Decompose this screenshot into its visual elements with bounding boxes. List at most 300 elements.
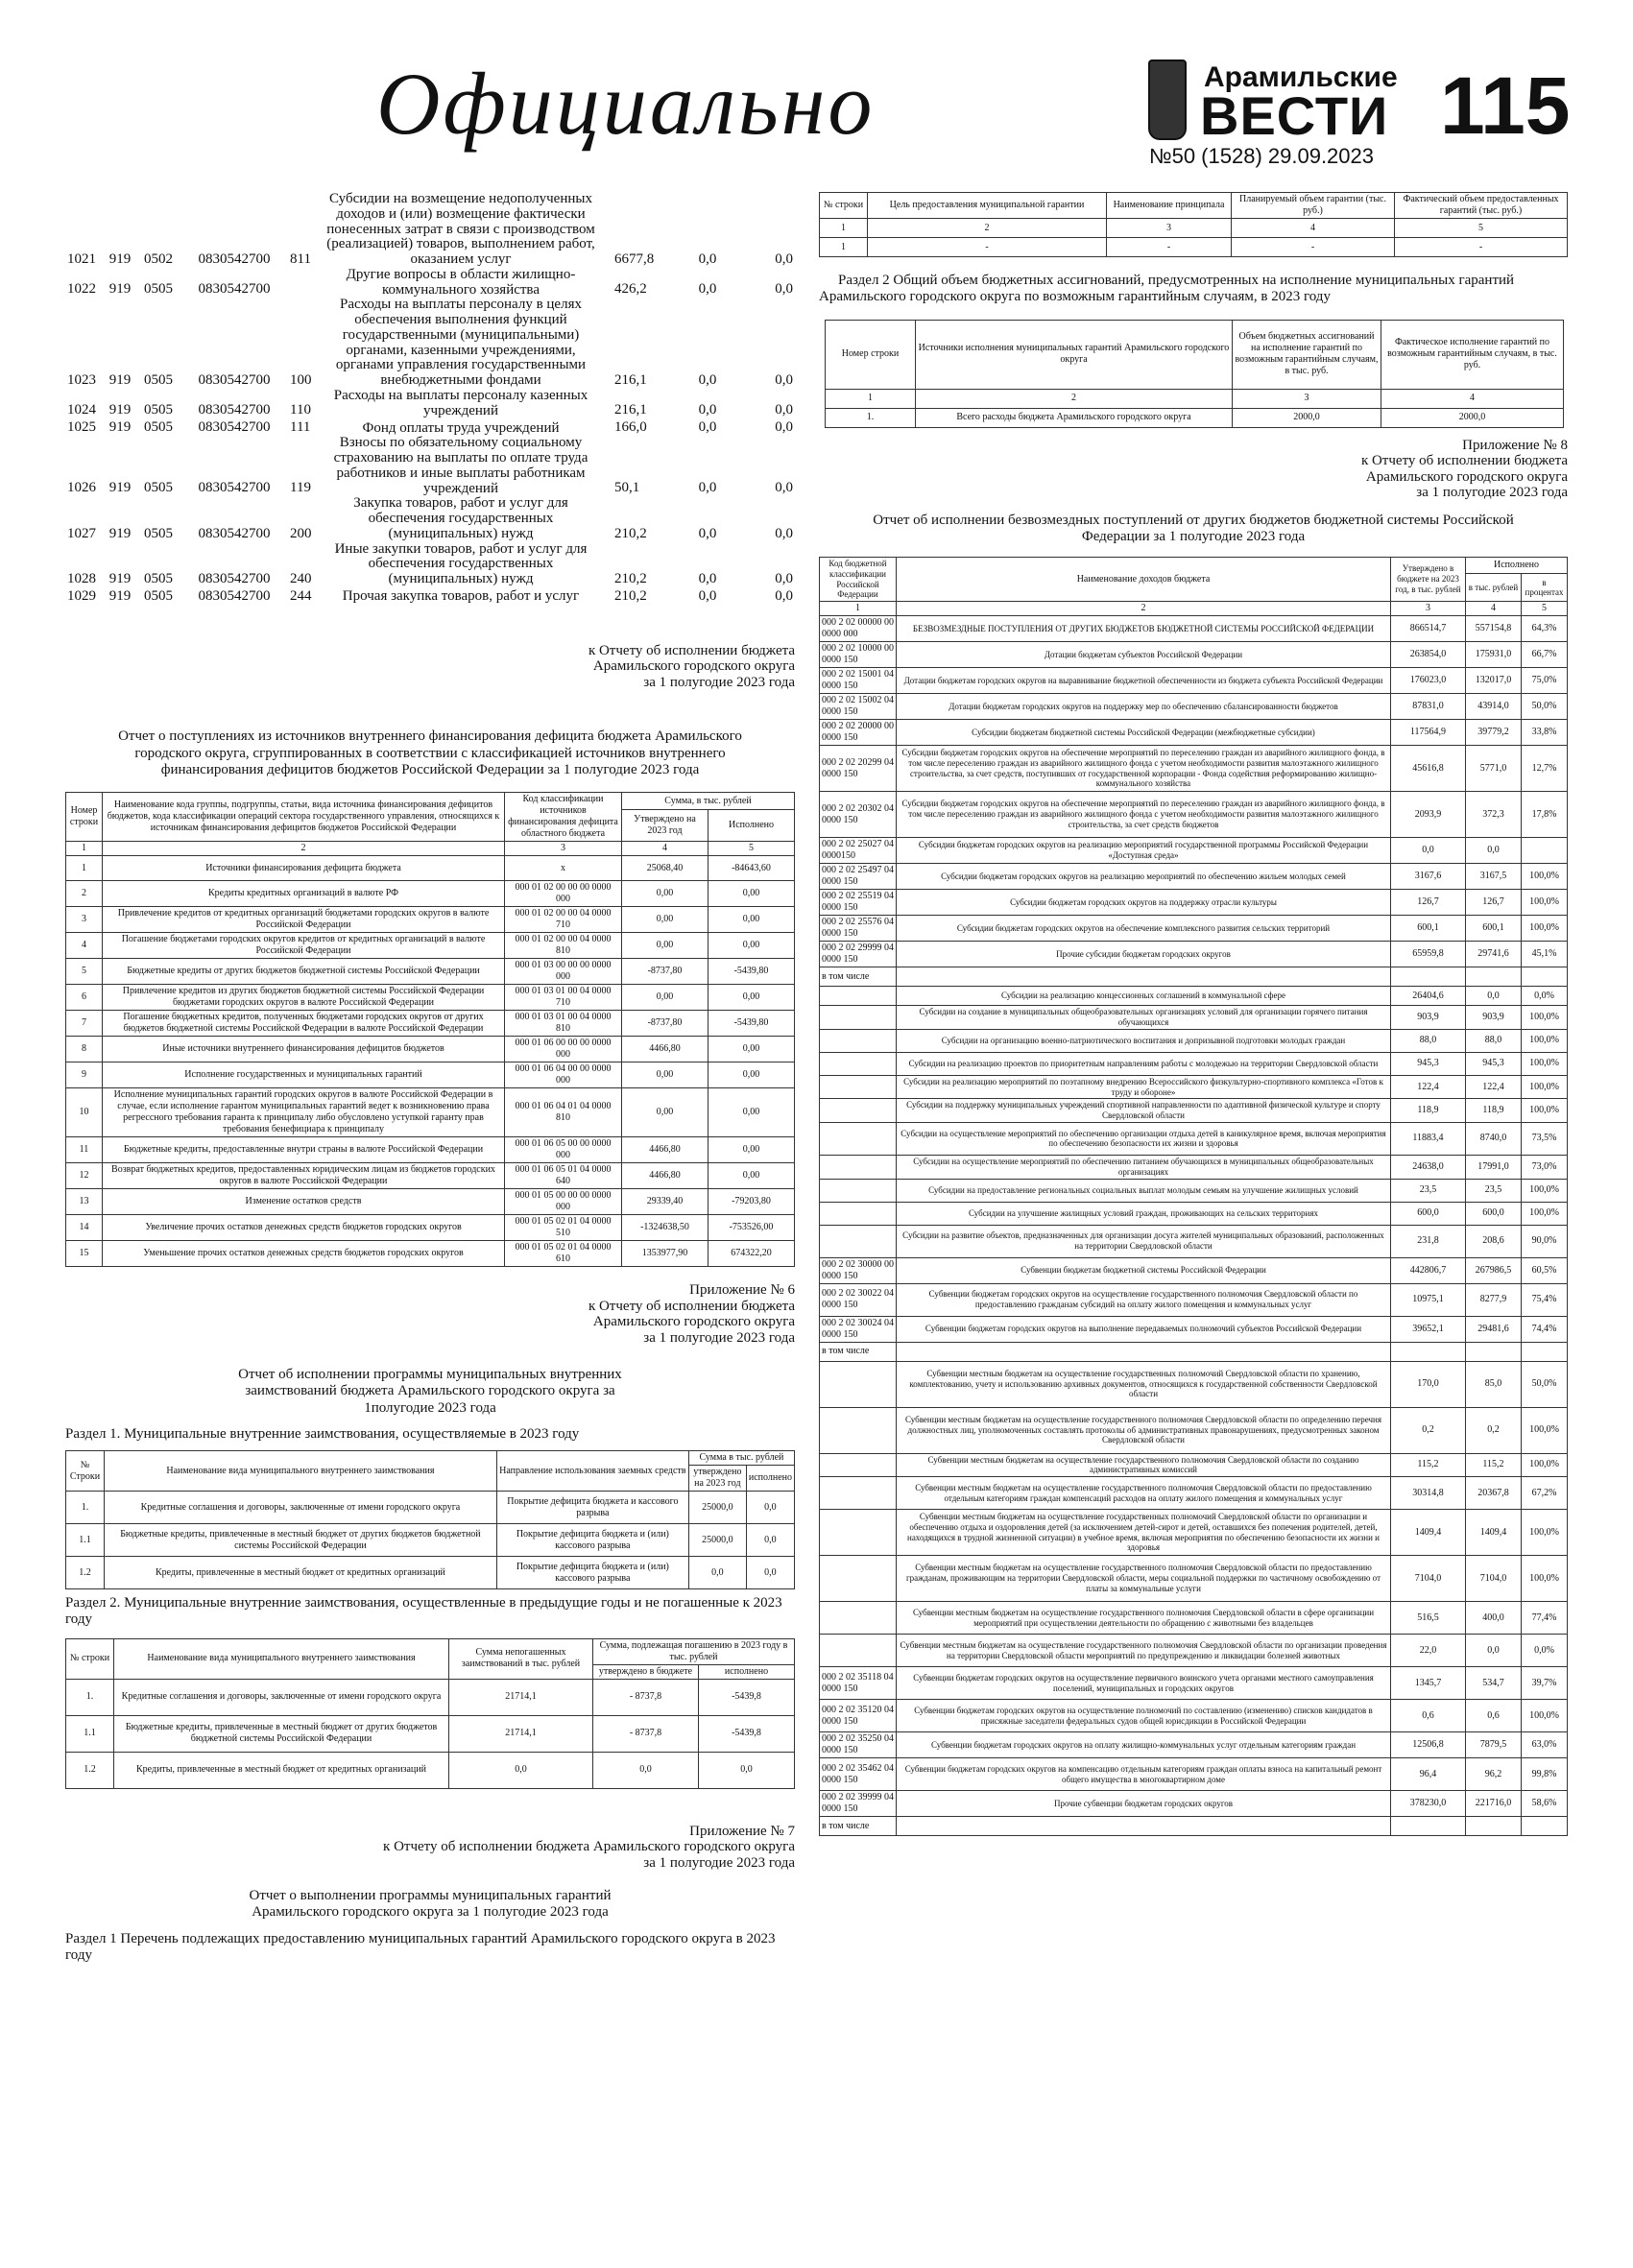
source-name: Возврат бюджетных кредитов, предоставленных юридическим лицам из бюджетов городских округов в валюте Российской Федерации xyxy=(103,1163,505,1189)
annex7-reference: Приложение № 7 к Отчету об исполнении бюджета Арамильского городского округа за 1 полугодие 2023 года xyxy=(383,1823,795,1871)
value-1: 210,2 xyxy=(614,525,647,541)
executed-amount: -79203,80 xyxy=(708,1189,795,1215)
executed-percent: 17,8% xyxy=(1522,792,1568,838)
executed-amount: 96,2 xyxy=(1466,1758,1522,1791)
approved-amount: 12506,8 xyxy=(1391,1732,1466,1758)
approved-amount: 2093,9 xyxy=(1391,792,1466,838)
deficit-sources-table: Номер строки Наименование кода группы, подгруппы, статьи, вида источника финансирования дефицитов бюджетов, кода классификации операций сектора государственного управления, относящихся к источникам финансирования дефицитов бюджетов Российской Федерации Код классификации источников финансирования дефицита областного бюджета Сумма, в тыс. рублей Утверждено на 2023 год Исполнено 1 2 3 4 5 1 Источники финансирования дефицита бюджета x 25068,40 -84643,60 2 Кредиты кредитных организаций в валюте РФ 000 01 02 00 00 00 0000 000 0,00 0,00 3 Привлечение кредитов от кредитных организаций бюджетами городских округов в валюте Российской Федерации 000 01 02 00 00 04 0000 710 0,00 0,00 4 Погашение бюджетами городских округов кредитов от кредитных организаций в валюте Российской Федерации 000 01 02 00 00 04 0000 810 0,00 0,00 5 Бюджетные кредиты от других бюджетов бюджетной системы Российской Федерации 000 01 03 00 00 00 0000 000 -8737,80 -5439,80 6 Привлечение кредитов из других бюджетов бюджетной системы Российской Федерации бюджетами городских округов в валюте Российской Федерации 000 01 03 01 00 04 0000 710 0,00 0,00 7 Погашение бюджетных кредитов, полученных бюджетами городских округов от других бюджетов бюджетной системы Российской Федерации в валюте Российской Федерации 000 01 03 01 00 04 0000 810 -8737,80 -5439,80 8 Иные источники внутреннего финансирования дефицитов бюджетов 000 01 06 00 00 00 0000 000 4466,80 0,00 9 Исполнение государственных и муниципальных гарантий 000 01 06 04 00 00 0000 000 0,00 0,00 10 Исполнение муниципальных гарантий городских округов в валюте Российской Федерации в случае, если исполнение гарантом муниципальных гарантий ведет к возникновению права регрессного требования гаранта к принципалу либо обусловлено уступкой гаранту прав требования бенефициара к принципалу 000 01 06 04 01 04 0000 810 0,00 0,00 11 Бюджетные кредиты, предоставленные внутри страны в валюте Российской Федерации 000 01 06 05 00 00 0000 000 4466,80 0,00 12 Возврат бюджетных кредитов, предоставленных юридическим лицам из бюджетов городских округов в валюте Российской Федерации 000 01 06 05 01 04 0000 640 4466,80 0,00 13 Изменение остатков средств 000 01 05 00 00 00 0000 000 29339,40 -79203,80 14 Увеличение прочих остатков денежных средств бюджетов городских округов 000 01 05 02 01 04 0000 510 -1324638,50 -753526,00 15 Уменьшение прочих остатков денежных средств бюджетов городских округов 000 01 05 02 01 04 0000 610 1353977,90 674322,20 xyxy=(65,792,795,1267)
approved-amount: 516,5 xyxy=(1391,1602,1466,1635)
executed-percent: 63,0% xyxy=(1522,1732,1568,1758)
budget-code: 000 2 02 25576 04 0000 150 xyxy=(820,916,897,942)
expense-name: Расходы на выплаты персоналу в целях обеспечения выполнения функций государственными (муниципальными) органами, казенными учреждениями, органами управления государственными внебюджетными фондами xyxy=(335,297,587,388)
executed-amount: 132017,0 xyxy=(1466,668,1522,694)
borrowings-2023-table: № Строки Наименование вида муниципального внутреннего заимствования Направление использования заемных средств Сумма в тыс. рублей утверждено на 2023 год исполнено 1. Кредитные соглашения и договоры, заключенные от имени городского округа Покрытие дефицита бюджета и кассового разрыва 25000,0 0,0 1.1 Бюджетные кредиты, привлеченные в местный бюджет от других бюджетов бюджетной системы Российской Федерации Покрытие дефицита бюджета и (или) кассового разрыва 25000,0 0,0 1.2 Кредиты, привлеченные в местный бюджет от кредитных организаций Покрытие дефицита бюджета и (или) кассового разрыва 0,0 0,0 xyxy=(65,1450,795,1589)
code-b: 0505 xyxy=(144,525,173,541)
table-row xyxy=(66,1492,795,1524)
classification-code: 000 01 05 02 01 04 0000 610 xyxy=(505,1241,622,1267)
approved-amount: -8737,80 xyxy=(622,959,708,985)
annex8-reference: Приложение № 8 к Отчету об исполнении бюджета Арамильского городского округа за 1 полугодие 2023 года xyxy=(1360,437,1568,500)
annex7-section2: Раздел 2 Общий объем бюджетных ассигнований, предусмотренных на исполнение муниципальных гарантий Арамильского городского округа по возможным гарантийным случаям, в 2023 году xyxy=(819,273,1515,305)
executed-amount: 17991,0 xyxy=(1466,1155,1522,1179)
source-name: Иные источники внутреннего финансирования дефицитов бюджетов xyxy=(103,1037,505,1062)
approved-amount: 0,0 xyxy=(688,1557,746,1589)
code-a: 919 xyxy=(108,587,132,604)
executed-amount: 0,0 xyxy=(746,1492,794,1524)
executed-percent: 39,7% xyxy=(1522,1667,1568,1700)
executed-amount: 0,00 xyxy=(708,1088,795,1137)
budget-code xyxy=(820,1602,897,1635)
outstanding-amount: 21714,1 xyxy=(449,1715,593,1752)
table-row xyxy=(65,436,795,496)
budget-code: 000 2 02 30022 04 0000 150 xyxy=(820,1283,897,1316)
budget-code: 000 2 02 35120 04 0000 150 xyxy=(820,1700,897,1732)
approved-amount: - 8737,8 xyxy=(593,1715,699,1752)
income-name: Субсидии на реализацию проектов по приоритетным направлениям работы с молодежью на территории Свердловской области xyxy=(897,1052,1391,1075)
table-row xyxy=(820,1453,1568,1477)
column-number: 2 xyxy=(897,602,1391,616)
income-name: Прочие субсидии бюджетам городских округов xyxy=(897,942,1391,967)
income-name: Субвенции бюджетам городских округов на компенсацию отдельным категориям граждан оплаты взноса на капитальный ремонт общего имущества в многоквартирном доме xyxy=(897,1758,1391,1791)
executed-amount: -5439,80 xyxy=(708,959,795,985)
column-number: 1 xyxy=(66,842,103,856)
approved-amount: 115,2 xyxy=(1391,1453,1466,1477)
approved-amount: 866514,7 xyxy=(1391,616,1466,642)
brand-name-big: ВЕСТИ xyxy=(1200,85,1389,146)
income-name: Прочие субвенции бюджетам городских округов xyxy=(897,1791,1391,1817)
approved-amount: 0,00 xyxy=(622,907,708,933)
approved-amount: 22,0 xyxy=(1391,1635,1466,1667)
executed-percent: 73,0% xyxy=(1522,1155,1568,1179)
table-row xyxy=(66,1011,795,1037)
approved-amount: 10975,1 xyxy=(1391,1283,1466,1316)
left-column xyxy=(65,192,795,1964)
executed-percent: 50,0% xyxy=(1522,1361,1568,1407)
column-number: 3 xyxy=(1233,389,1381,408)
table-row xyxy=(66,1715,795,1752)
cell: 1 xyxy=(820,238,868,257)
approved-amount: 263854,0 xyxy=(1391,642,1466,668)
classification-code: 000 01 06 04 00 00 0000 000 xyxy=(505,1062,622,1088)
code-b: 0502 xyxy=(144,251,173,267)
executed-percent: 66,7% xyxy=(1522,642,1568,668)
value-2: 0,0 xyxy=(698,371,717,388)
income-name: Субсидии на организацию военно-патриотического воспитания и допризывной подготовки молодых граждан xyxy=(897,1029,1391,1052)
income-name: Субвенции бюджетам городских округов на осуществление полномочий по составлению (изменению) списков кандидатов в присяжные заседатели федеральных судов общей юрисдикции в Российской Федерации xyxy=(897,1700,1391,1732)
issue-info: №50 (1528) 29.09.2023 xyxy=(1149,144,1374,168)
income-name: Субсидии бюджетам городских округов на поддержку отрасли культуры xyxy=(897,890,1391,916)
value-3: 0,0 xyxy=(775,281,793,298)
approved-amount: 4466,80 xyxy=(622,1137,708,1163)
column-number: 5 xyxy=(708,842,795,856)
column-number: 4 xyxy=(622,842,708,856)
executed-amount: 43914,0 xyxy=(1466,694,1522,720)
executed-amount: 0,6 xyxy=(1466,1700,1522,1732)
cell: 2000,0 xyxy=(1381,408,1564,427)
expense-name: Субсидии на возмещение недополученных доходов и (или) возмещение фактически понесенных затрат в связи с производством (реализацией) товаров, выполнением работ, оказанием услуг xyxy=(326,191,595,267)
executed-percent: 100,0% xyxy=(1522,1202,1568,1225)
executed-percent: 0,0% xyxy=(1522,987,1568,1006)
executed-percent: 100,0% xyxy=(1522,864,1568,890)
code-d: 100 xyxy=(290,371,312,388)
row-number: 1029 xyxy=(67,587,96,604)
executed-amount: 3167,5 xyxy=(1466,864,1522,890)
table-row xyxy=(66,881,795,907)
row-number: 10 xyxy=(66,1088,103,1137)
table-row xyxy=(66,1679,795,1715)
income-name: Субвенции бюджетам городских округов на осуществление первичного воинского учета органами местного самоуправления поселений, муниципальных и городских округов xyxy=(897,1667,1391,1700)
use-direction: Покрытие дефицита бюджета и (или) кассового разрыва xyxy=(496,1524,688,1557)
budget-code: 000 2 02 35462 04 0000 150 xyxy=(820,1758,897,1791)
budget-code xyxy=(820,1202,897,1225)
value-1: 6677,8 xyxy=(614,251,655,267)
column-number: 3 xyxy=(1391,602,1466,616)
approved-amount: 23,5 xyxy=(1391,1179,1466,1202)
executed-percent: 100,0% xyxy=(1522,1029,1568,1052)
budget-code: 000 2 02 35118 04 0000 150 xyxy=(820,1667,897,1700)
table-row xyxy=(820,668,1568,694)
column-number: 5 xyxy=(1522,602,1568,616)
borrowings-previous-table: № строки Наименование вида муниципального внутреннего заимствования Сумма непогашенных заимствований в тыс. рублей Сумма, подлежащая погашению в 2023 году в тыс. рублей утверждено в бюджете исполнено 1. Кредитные соглашения и договоры, заключенные от имени городского округа 21714,1 - 8737,8 -5439,8 1.1 Бюджетные кредиты, привлеченные в местный бюджет от других бюджетов бюджетной системы Российской Федерации 21714,1 - 8737,8 -5439,8 1.2 Кредиты, привлеченные в местный бюджет от кредитных организаций 0,0 0,0 0,0 xyxy=(65,1638,795,1789)
table-row xyxy=(820,1283,1568,1316)
value-3: 0,0 xyxy=(775,570,793,586)
executed-amount: 8277,9 xyxy=(1466,1283,1522,1316)
income-name: Субвенции местным бюджетам на осуществление государственного полномочия Свердловской области по определению перечня должностных лиц, уполномоченных составлять протоколы об административных правонарушениях, предусмотренных законом Свердловской области xyxy=(897,1407,1391,1453)
expense-name: Закупка товаров, работ и услуг для обеспечения государственных (муниципальных) нужд xyxy=(353,495,568,541)
code-a: 919 xyxy=(108,402,132,418)
column-number: 1 xyxy=(820,602,897,616)
value-3: 0,0 xyxy=(775,251,793,267)
budget-code: 000 2 02 35250 04 0000 150 xyxy=(820,1732,897,1758)
approved-amount: 0,00 xyxy=(622,1088,708,1137)
table-row xyxy=(820,642,1568,668)
row-number: 1024 xyxy=(67,402,96,418)
source-name: Кредиты кредитных организаций в валюте РФ xyxy=(103,881,505,907)
executed-amount: 674322,20 xyxy=(708,1241,795,1267)
executed-percent: 90,0% xyxy=(1522,1225,1568,1257)
expense-name: Расходы на выплаты персоналу казенных учреждений xyxy=(333,387,588,418)
table-row xyxy=(820,890,1568,916)
budget-code xyxy=(820,1635,897,1667)
approved-amount: 0,2 xyxy=(1391,1407,1466,1453)
column-number: 4 xyxy=(1232,219,1395,238)
table-row xyxy=(820,1099,1568,1123)
executed-percent: 75,0% xyxy=(1522,668,1568,694)
executed-percent xyxy=(1522,967,1568,987)
row-number: 3 xyxy=(66,907,103,933)
table-row xyxy=(820,238,1568,257)
budget-code: 000 2 02 20299 04 0000 150 xyxy=(820,746,897,792)
guarantees-list-table: № строки Цель предоставления муниципальной гарантии Наименование принципала Планируемый объем гарантии (тыс. руб.) Фактический объем предоставленных гарантий (тыс. руб.) 1 2 3 4 5 1 - - - - xyxy=(819,192,1568,257)
table-row xyxy=(820,1635,1568,1667)
code-b: 0505 xyxy=(144,480,173,496)
table-row xyxy=(820,1029,1568,1052)
source-name: Бюджетные кредиты, предоставленные внутри страны в валюте Российской Федерации xyxy=(103,1137,505,1163)
row-number: 1022 xyxy=(67,281,96,298)
code-d: 811 xyxy=(290,251,311,267)
approved-amount: 231,8 xyxy=(1391,1225,1466,1257)
budget-code xyxy=(820,1075,897,1099)
budget-code xyxy=(820,1029,897,1052)
classification-code: 000 01 06 05 01 04 0000 640 xyxy=(505,1163,622,1189)
column-numbers-row xyxy=(66,842,795,856)
value-2: 0,0 xyxy=(698,419,717,436)
value-1: 166,0 xyxy=(614,419,647,436)
executed-percent: 77,4% xyxy=(1522,1602,1568,1635)
executed-percent: 100,0% xyxy=(1522,1510,1568,1556)
table-row xyxy=(65,496,795,541)
approved-amount: -8737,80 xyxy=(622,1011,708,1037)
row-number: 1021 xyxy=(67,251,96,267)
budget-code: 000 2 02 30000 00 0000 150 xyxy=(820,1257,897,1283)
approved-amount: 4466,80 xyxy=(622,1163,708,1189)
executed-amount: 0,0 xyxy=(1466,838,1522,864)
approved-amount: 7104,0 xyxy=(1391,1556,1466,1602)
income-name: Субсидии на реализацию концессионных соглашений в коммунальной сфере xyxy=(897,987,1391,1006)
executed-amount: 7104,0 xyxy=(1466,1556,1522,1602)
income-name: Субсидии на улучшение жилищных условий граждан, проживающих на сельских территориях xyxy=(897,1202,1391,1225)
column-number: 2 xyxy=(868,219,1107,238)
code-b: 0505 xyxy=(144,402,173,418)
table-row xyxy=(820,694,1568,720)
executed-amount: -5439,8 xyxy=(699,1679,795,1715)
row-number: 1028 xyxy=(67,570,96,586)
row-number: 9 xyxy=(66,1062,103,1088)
table-row xyxy=(820,1361,1568,1407)
code-d: 244 xyxy=(290,587,312,604)
row-number: 1.2 xyxy=(66,1557,105,1589)
table-row xyxy=(820,1732,1568,1758)
executed-amount: 8740,0 xyxy=(1466,1122,1522,1155)
approved-amount: 0,00 xyxy=(622,881,708,907)
executed-amount: 0,00 xyxy=(708,907,795,933)
source-name: Изменение остатков средств xyxy=(103,1189,505,1215)
cell: 2000,0 xyxy=(1233,408,1381,427)
approved-amount xyxy=(1391,1817,1466,1836)
income-name: Субсидии бюджетам городских округов на обеспечение мероприятий по переселению граждан из аварийного жилищного фонда, в том числе переселению граждан из аварийного жилищного фонда с учетом необходимости развития малоэтажного жилищного строительства, за счет средств, поступивших от государственной корпорации - Фонда содействия реформированию жилищно-коммунального хозяйства xyxy=(897,746,1391,792)
value-3: 0,0 xyxy=(775,402,793,418)
row-number: 2 xyxy=(66,881,103,907)
annex6-section1: Раздел 1. Муниципальные внутренние заимствования, осуществляемые в 2023 году xyxy=(65,1425,580,1442)
table-row xyxy=(820,1817,1568,1836)
code-a: 919 xyxy=(108,480,132,496)
approved-amount: 65959,8 xyxy=(1391,942,1466,967)
table-row xyxy=(66,1163,795,1189)
row-number: 11 xyxy=(66,1137,103,1163)
income-name: Субвенции местным бюджетам на осуществление государственных полномочий Свердловской области по организации и обеспечению отдыха и оздоровления детей (за исключением детей-сирот и детей, оставшихся без попечения родителей, детей, находящихся в трудной жизненной ситуации) в учебное время, включая мероприятия по обеспечению безопасности их жизни и здоровья xyxy=(897,1510,1391,1556)
executed-percent: 100,0% xyxy=(1522,916,1568,942)
approved-amount: 25000,0 xyxy=(688,1492,746,1524)
income-name: Субвенции местным бюджетам на осуществление государственного полномочия Свердловской области по предоставлению отдельным категориям граждан компенсаций расходов на оплату жилого помещения и коммунальных услуг xyxy=(897,1477,1391,1510)
executed-amount: -753526,00 xyxy=(708,1215,795,1241)
column-number: 1 xyxy=(820,219,868,238)
table-row xyxy=(65,268,795,298)
budget-code: в том числе xyxy=(820,1817,897,1836)
table-row xyxy=(66,856,795,881)
table-row xyxy=(820,1155,1568,1179)
executed-amount: 7879,5 xyxy=(1466,1732,1522,1758)
executed-amount: 118,9 xyxy=(1466,1099,1522,1123)
executed-amount: 600,0 xyxy=(1466,1202,1522,1225)
code-a: 919 xyxy=(108,570,132,586)
table-row xyxy=(65,192,795,268)
executed-percent: 100,0% xyxy=(1522,1407,1568,1453)
income-name: Дотации бюджетам субъектов Российской Федерации xyxy=(897,642,1391,668)
income-name: Субсидии на осуществление мероприятий по обеспечению питанием обучающихся в муниципальных общеобразовательных организациях xyxy=(897,1155,1391,1179)
cell: 1. xyxy=(826,408,916,427)
approved-amount: - 8737,8 xyxy=(593,1679,699,1715)
table-row xyxy=(65,389,795,419)
budget-code: 000 2 02 20302 04 0000 150 xyxy=(820,792,897,838)
executed-percent: 33,8% xyxy=(1522,720,1568,746)
budget-code: 000 2 02 30024 04 0000 150 xyxy=(820,1316,897,1342)
code-b: 0505 xyxy=(144,570,173,586)
income-name: Субсидии на поддержку муниципальных учреждений спортивной направленности по адаптивной физической культуре и спорту Свердловской области xyxy=(897,1099,1391,1123)
executed-amount: 600,1 xyxy=(1466,916,1522,942)
income-name: Субвенции бюджетам бюджетной системы Российской Федерации xyxy=(897,1257,1391,1283)
code-c: 0830542700 xyxy=(198,402,271,418)
annex5-reference: к Отчету об исполнении бюджета Арамильского городского округа за 1 полугодие 2023 года xyxy=(588,642,795,690)
classification-code: 000 01 06 00 00 00 0000 000 xyxy=(505,1037,622,1062)
approved-amount: 0,00 xyxy=(622,933,708,959)
expense-name: Взносы по обязательному социальному страхованию на выплаты по оплате труда работников и иные выплаты работникам учреждений xyxy=(333,435,588,496)
value-1: 216,1 xyxy=(614,371,647,388)
row-number: 1.1 xyxy=(66,1524,105,1557)
table-row xyxy=(66,907,795,933)
executed-amount xyxy=(1466,967,1522,987)
code-c: 0830542700 xyxy=(198,281,271,298)
executed-amount: 29481,6 xyxy=(1466,1316,1522,1342)
borrowing-name: Бюджетные кредиты, привлеченные в местный бюджет от других бюджетов бюджетной системы Российской Федерации xyxy=(114,1715,449,1752)
table-row xyxy=(820,1758,1568,1791)
approved-amount: 1353977,90 xyxy=(622,1241,708,1267)
expense-name: Другие вопросы в области жилищно-коммунального хозяйства xyxy=(346,266,576,298)
executed-percent: 99,8% xyxy=(1522,1758,1568,1791)
executed-amount: 400,0 xyxy=(1466,1602,1522,1635)
approved-amount: 122,4 xyxy=(1391,1075,1466,1099)
brand-name-small: Арамильские xyxy=(1204,61,1398,93)
source-name: Исполнение муниципальных гарантий городских округов в валюте Российской Федерации в случае, если исполнение гарантом муниципальных гарантий ведет к возникновению права регрессного требования гаранта к принципалу либо обусловлено уступкой гаранту прав требования бенефициара к принципалу xyxy=(103,1088,505,1137)
value-3: 0,0 xyxy=(775,525,793,541)
value-1: 210,2 xyxy=(614,570,647,586)
column-number: 3 xyxy=(1107,219,1232,238)
classification-code: 000 01 06 05 00 00 0000 000 xyxy=(505,1137,622,1163)
value-2: 0,0 xyxy=(698,402,717,418)
classification-code: 000 01 02 00 00 04 0000 810 xyxy=(505,933,622,959)
table-row xyxy=(820,1052,1568,1075)
source-name: Привлечение кредитов от кредитных организаций бюджетами городских округов в валюте Российской Федерации xyxy=(103,907,505,933)
executed-amount: 0,00 xyxy=(708,1037,795,1062)
executed-amount: 267986,5 xyxy=(1466,1257,1522,1283)
executed-percent xyxy=(1522,1817,1568,1836)
budget-code xyxy=(820,987,897,1006)
borrowing-name: Бюджетные кредиты, привлеченные в местный бюджет от других бюджетов бюджетной системы Российской Федерации xyxy=(105,1524,497,1557)
budget-code xyxy=(820,1122,897,1155)
table-row xyxy=(66,933,795,959)
table-row xyxy=(820,1316,1568,1342)
income-name: Субсидии бюджетам городских округов на реализацию мероприятий по обеспечению жильем молодых семей xyxy=(897,864,1391,890)
column-number: 3 xyxy=(505,842,622,856)
approved-amount: 945,3 xyxy=(1391,1052,1466,1075)
executed-amount: 557154,8 xyxy=(1466,616,1522,642)
executed-percent: 58,6% xyxy=(1522,1791,1568,1817)
executed-amount: 23,5 xyxy=(1466,1179,1522,1202)
table-row xyxy=(820,1342,1568,1361)
executed-percent: 50,0% xyxy=(1522,694,1568,720)
value-1: 426,2 xyxy=(614,281,647,298)
approved-amount: 25068,40 xyxy=(622,856,708,881)
code-c: 0830542700 xyxy=(198,525,271,541)
budget-code xyxy=(820,1407,897,1453)
budget-code: 000 2 02 25497 04 0000 150 xyxy=(820,864,897,890)
approved-amount: 0,6 xyxy=(1391,1700,1466,1732)
budget-code: 000 2 02 20000 00 0000 150 xyxy=(820,720,897,746)
executed-amount: 0,00 xyxy=(708,881,795,907)
table-row xyxy=(820,1257,1568,1283)
approved-amount: 3167,6 xyxy=(1391,864,1466,890)
code-a: 919 xyxy=(108,371,132,388)
table-row xyxy=(820,1202,1568,1225)
budget-code xyxy=(820,1453,897,1477)
executed-amount: 29741,6 xyxy=(1466,942,1522,967)
executed-percent: 67,2% xyxy=(1522,1477,1568,1510)
value-1: 216,1 xyxy=(614,402,647,418)
table-row xyxy=(820,942,1568,967)
executed-amount: 0,00 xyxy=(708,1137,795,1163)
income-name: Субвенции местным бюджетам на осуществление государственного полномочия Свердловской области по организации проведения на территории Свердловской области мероприятий по предупреждению и ликвидации болезней животных xyxy=(897,1635,1391,1667)
annex7-section1: Раздел 1 Перечень подлежащих предоставлению муниципальных гарантий Арамильского городского округа в 2023 году xyxy=(65,1930,776,1963)
approved-amount: 39652,1 xyxy=(1391,1316,1466,1342)
row-number: 8 xyxy=(66,1037,103,1062)
table-row xyxy=(820,720,1568,746)
executed-amount: 0,00 xyxy=(708,1062,795,1088)
code-d: 240 xyxy=(290,570,312,586)
borrowing-name: Кредитные соглашения и договоры, заключенные от имени городского округа xyxy=(114,1679,449,1715)
budget-code xyxy=(820,1510,897,1556)
code-a: 919 xyxy=(108,251,132,267)
outstanding-amount: 0,0 xyxy=(449,1752,593,1788)
approved-amount: 170,0 xyxy=(1391,1361,1466,1407)
approved-amount: 87831,0 xyxy=(1391,694,1466,720)
executed-amount: 221716,0 xyxy=(1466,1791,1522,1817)
table-row xyxy=(66,985,795,1011)
source-name: Исполнение государственных и муниципальных гарантий xyxy=(103,1062,505,1088)
column-numbers-row xyxy=(820,602,1568,616)
table-row xyxy=(820,1556,1568,1602)
table-row xyxy=(820,1407,1568,1453)
executed-percent: 64,3% xyxy=(1522,616,1568,642)
table-row xyxy=(820,1006,1568,1030)
budget-code xyxy=(820,1225,897,1257)
executed-amount: 0,00 xyxy=(708,933,795,959)
table-row xyxy=(820,746,1568,792)
table-row xyxy=(820,1700,1568,1732)
income-name: Субвенции бюджетам городских округов на оплату жилищно-коммунальных услуг отдельным категориям граждан xyxy=(897,1732,1391,1758)
executed-amount: 0,00 xyxy=(708,985,795,1011)
source-name: Погашение бюджетных кредитов, полученных бюджетами городских округов от других бюджетов бюджетной системы Российской Федерации в валюте Российской Федерации xyxy=(103,1011,505,1037)
executed-percent: 100,0% xyxy=(1522,1179,1568,1202)
table-row xyxy=(66,1037,795,1062)
column-numbers-row xyxy=(820,219,1568,238)
income-name: Субвенции местным бюджетам на осуществление государственных полномочий Свердловской области по хранению, комплектованию, учету и использованию архивных документов, относящихся к государственной собственности Свердловской области xyxy=(897,1361,1391,1407)
income-name: Дотации бюджетам городских округов на выравнивание бюджетной обеспеченности из бюджета субъекта Российской Федерации xyxy=(897,668,1391,694)
code-c: 0830542700 xyxy=(198,371,271,388)
approved-amount: 118,9 xyxy=(1391,1099,1466,1123)
table-row xyxy=(66,1137,795,1163)
budget-code xyxy=(820,1155,897,1179)
value-2: 0,0 xyxy=(698,587,717,604)
executed-amount: 88,0 xyxy=(1466,1029,1522,1052)
approved-amount: 378230,0 xyxy=(1391,1791,1466,1817)
